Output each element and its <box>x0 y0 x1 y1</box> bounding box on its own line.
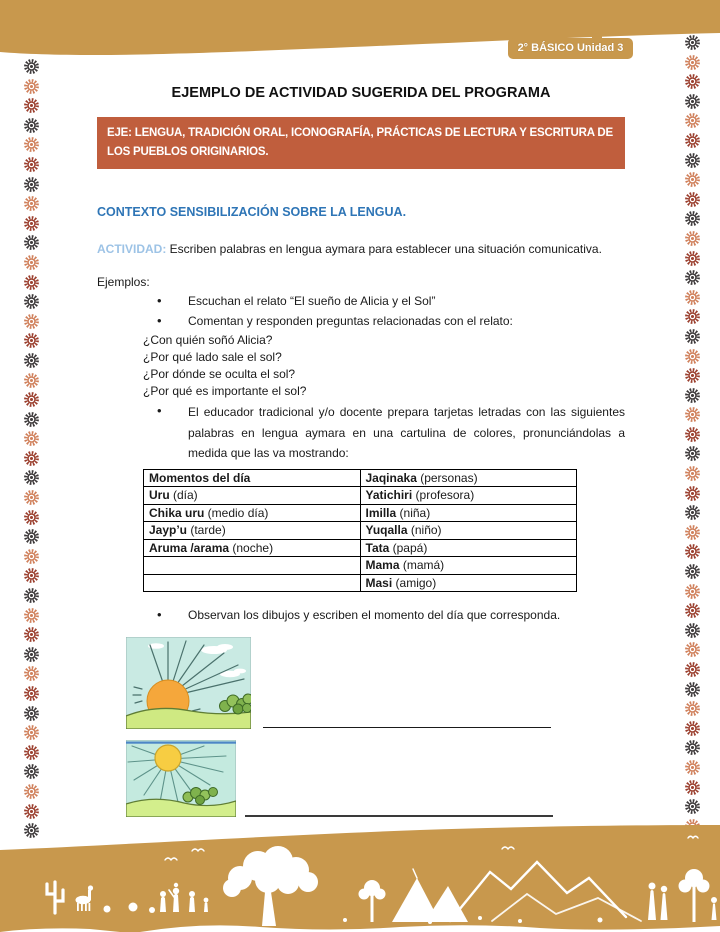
medallion-icon <box>683 190 702 209</box>
medallion-icon <box>22 155 41 174</box>
medallion-icon <box>683 229 702 248</box>
table-row <box>144 557 577 575</box>
question-line: ¿Por qué es importante el sol? <box>143 384 307 398</box>
table-row <box>144 522 577 540</box>
eje-banner: EJE: LENGUA, TRADICIÓN ORAL, ICONOGRAFÍA, PRÁCTICAS DE LECTURA Y ESCRITURA DE LOS PUEBLOS ORIGINARIOS. <box>97 117 625 169</box>
medallion-icon <box>683 797 702 816</box>
bullet-dot-icon <box>157 312 188 330</box>
medallion-icon <box>22 390 41 409</box>
medallion-icon <box>22 527 41 546</box>
medallion-icon <box>683 444 702 463</box>
medallion-icon <box>22 625 41 644</box>
medallion-icon <box>683 327 702 346</box>
medallion-icon <box>683 33 702 52</box>
medallion-icon <box>22 135 41 154</box>
table-cell: Aruma /arama (noche) <box>144 539 361 557</box>
medallion-icon <box>683 288 702 307</box>
medallion-icon <box>22 762 41 781</box>
table-cell: Masi (amigo) <box>360 574 577 592</box>
medallion-icon <box>683 680 702 699</box>
context-heading: CONTEXTO SENSIBILIZACIÓN SOBRE LA LENGUA. <box>97 205 407 219</box>
medallion-icon <box>22 312 41 331</box>
medallion-icon <box>683 582 702 601</box>
medallion-icon <box>22 351 41 370</box>
medallion-icon <box>22 606 41 625</box>
medallion-icon <box>683 151 702 170</box>
examples-label: Ejemplos: <box>97 275 150 289</box>
bullet-educator-cards: • El educador tradicional y/o docente prepara tarjetas letradas con las siguientes palabras en lengua aymara en una cartulina de colores, pronunciándolas a medida que las va mostrando: <box>97 402 625 464</box>
medallion-icon <box>683 170 702 189</box>
medallion-icon <box>683 621 702 640</box>
answer-line-2 <box>245 815 553 817</box>
bullet-dot-icon <box>157 292 188 310</box>
medallion-icon <box>22 77 41 96</box>
medallion-icon <box>22 449 41 468</box>
medallion-icon <box>683 778 702 797</box>
medallion-icon <box>22 802 41 821</box>
activity-line <box>97 242 625 257</box>
medallion-icon <box>683 758 702 777</box>
footer-silhouette-art <box>0 820 720 932</box>
content-column <box>97 84 625 818</box>
medallion-icon <box>22 371 41 390</box>
medallion-icon <box>22 508 41 527</box>
medallion-icon <box>683 699 702 718</box>
medallion-icon <box>683 111 702 130</box>
medallion-icon <box>22 273 41 292</box>
medallion-icon <box>22 429 41 448</box>
bullet-dot-icon <box>157 402 188 464</box>
figure-row-midday <box>97 740 625 818</box>
medallion-icon <box>683 719 702 738</box>
medallion-icon <box>22 116 41 135</box>
medallion-icon <box>683 425 702 444</box>
medallion-icon <box>22 468 41 487</box>
medallion-icon <box>683 523 702 542</box>
question-line: ¿Por dónde se oculta el sol? <box>143 367 296 381</box>
medallion-icon <box>22 331 41 350</box>
table-cell: Yuqalla (niño) <box>360 522 577 540</box>
medallion-icon <box>22 57 41 76</box>
medallion-icon <box>683 249 702 268</box>
medallion-icon <box>22 410 41 429</box>
medallion-icon <box>22 743 41 762</box>
medallion-icon <box>22 782 41 801</box>
table-row <box>144 469 577 487</box>
medallion-icon <box>683 464 702 483</box>
medallion-icon <box>683 601 702 620</box>
bullet-observe-drawings: • Observan los dibujos y escriben el momento del día que corresponda. <box>97 606 625 624</box>
medallion-icon <box>22 586 41 605</box>
table-row <box>144 574 577 592</box>
table-cell: Yatichiri (profesora) <box>360 487 577 505</box>
medallion-icon <box>683 542 702 561</box>
midday-sun-illustration <box>126 740 236 817</box>
medallion-icon <box>22 488 41 507</box>
medallion-icon <box>22 96 41 115</box>
right-border-medallion-chain <box>683 33 702 836</box>
medallion-icon <box>22 233 41 252</box>
medallion-icon <box>22 175 41 194</box>
activity-text: Escriben palabras en lengua aymara para establecer una situación comunicativa. <box>166 242 602 256</box>
medallion-icon <box>22 547 41 566</box>
sunrise-illustration <box>126 637 251 729</box>
bullet-dot-icon <box>157 606 188 624</box>
table-row <box>144 539 577 557</box>
table-cell: Jaqinaka (personas) <box>360 469 577 487</box>
medallion-icon <box>683 268 702 287</box>
medallion-icon <box>683 131 702 150</box>
table-cell: Uru (día) <box>144 487 361 505</box>
medallion-icon <box>22 684 41 703</box>
medallion-icon <box>683 53 702 72</box>
question-line: ¿Con quién soñó Alicia? <box>143 333 273 347</box>
medallion-icon <box>683 366 702 385</box>
medallion-icon <box>22 292 41 311</box>
medallion-icon <box>22 566 41 585</box>
table-cell: Tata (papá) <box>360 539 577 557</box>
medallion-icon <box>683 307 702 326</box>
figure-row-sunrise <box>97 637 625 730</box>
medallion-icon <box>683 386 702 405</box>
question-list <box>143 332 625 400</box>
medallion-icon <box>22 645 41 664</box>
table-cell: Mama (mamá) <box>360 557 577 575</box>
medallion-icon <box>683 562 702 581</box>
medallion-icon <box>683 484 702 503</box>
medallion-icon <box>22 214 41 233</box>
medallion-icon <box>683 503 702 522</box>
medallion-icon <box>683 738 702 757</box>
question-line: ¿Por qué lado sale el sol? <box>143 350 282 364</box>
table-cell: Chika uru (medio día) <box>144 504 361 522</box>
medallion-icon <box>22 723 41 742</box>
medallion-icon <box>22 194 41 213</box>
medallion-icon <box>683 347 702 366</box>
medallion-icon <box>683 640 702 659</box>
table-cell: Momentos del día <box>144 469 361 487</box>
table-cell: Jayp’u (tarde) <box>144 522 361 540</box>
left-border-medallion-chain <box>22 57 41 840</box>
answer-line-1 <box>263 727 551 728</box>
unit-badge: 2° BÁSICO Unidad 3 <box>508 38 633 59</box>
vocabulary-table <box>143 469 577 593</box>
medallion-icon <box>683 209 702 228</box>
medallion-icon <box>683 660 702 679</box>
table-cell <box>144 574 361 592</box>
table-row <box>144 487 577 505</box>
activity-label: ACTIVIDAD: <box>97 242 167 256</box>
bullet-listen-story: • Escuchan el relato “El sueño de Alicia y el Sol” <box>97 292 625 310</box>
page-title: EJEMPLO DE ACTIVIDAD SUGERIDA DEL PROGRAMA <box>171 85 551 101</box>
medallion-icon <box>22 253 41 272</box>
table-cell <box>144 557 361 575</box>
medallion-icon <box>683 92 702 111</box>
bullet-comment-questions: • Comentan y responden preguntas relacionadas con el relato: <box>97 312 625 330</box>
table-row <box>144 504 577 522</box>
medallion-icon <box>683 72 702 91</box>
medallion-icon <box>22 664 41 683</box>
medallion-icon <box>683 405 702 424</box>
table-cell: Imilla (niña) <box>360 504 577 522</box>
medallion-icon <box>22 704 41 723</box>
